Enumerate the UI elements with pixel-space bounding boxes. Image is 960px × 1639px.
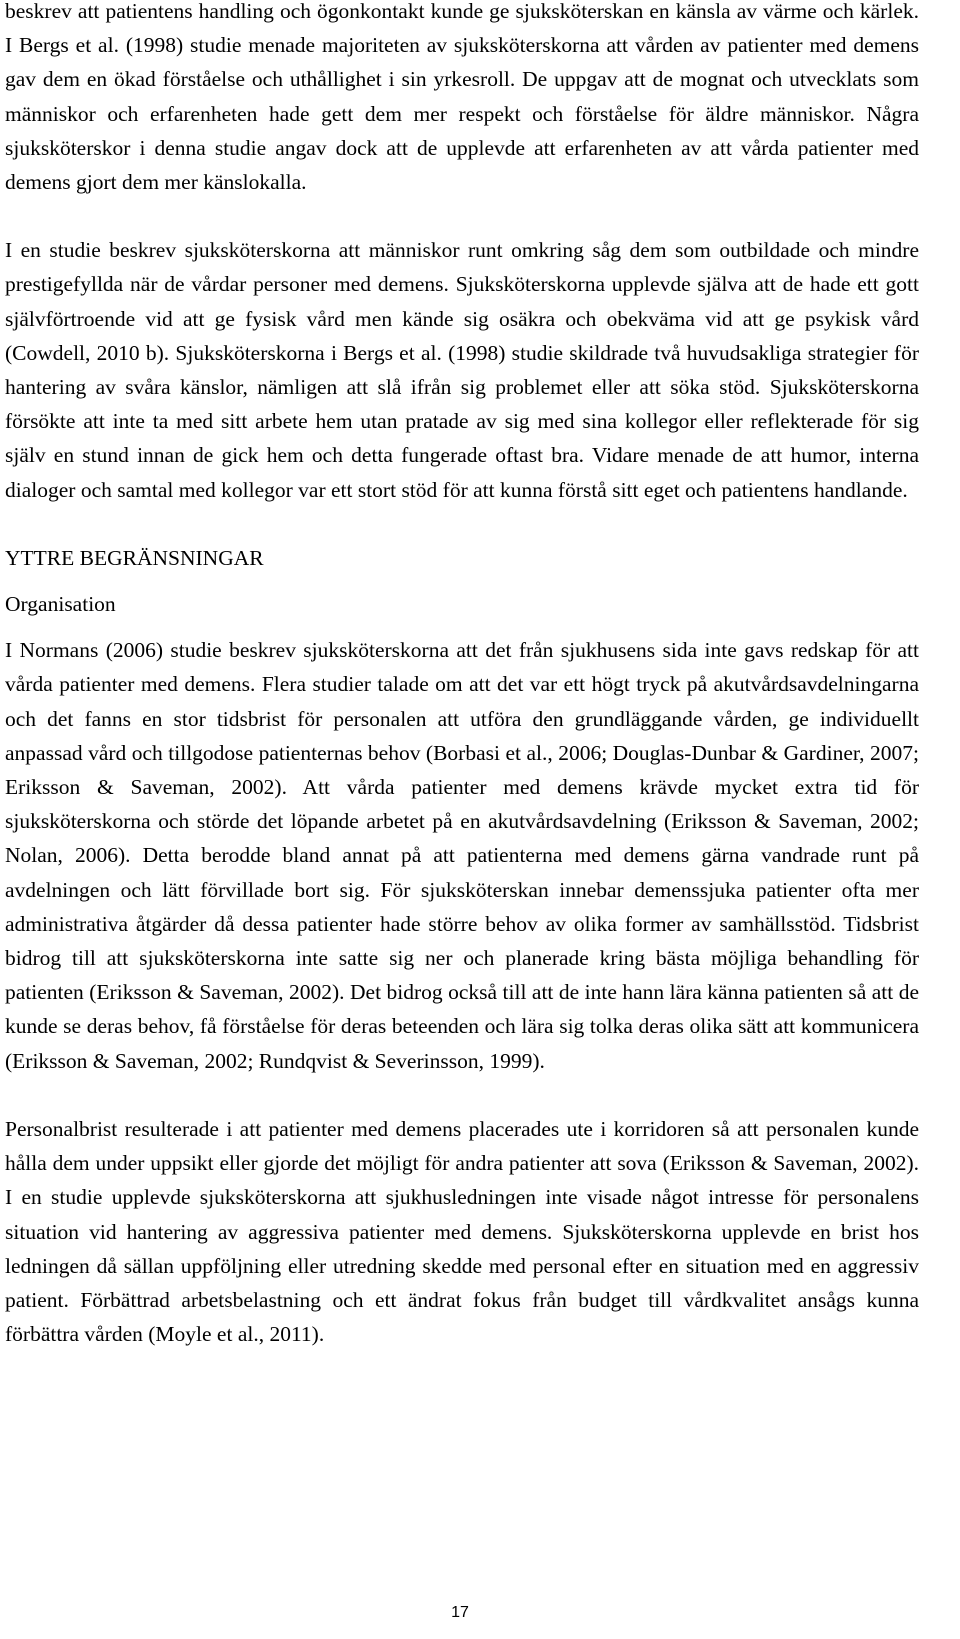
paragraph-organisation-2: Personalbrist resulterade i att patienter med demens placerades ute i korridoren så att personalen kunde hålla dem under uppsikt eller gjorde det möjligt för andra patienter att sova (Eriksson & Saveman, 2002). I en studie upplevde sjuksköterskorna att sjukhusledningen inte visade något intresse för personalens situation vid hantering av aggressiva patienter med demens. Sjuksköterskorna upplevde en brist hos ledningen då sällan uppföljning eller utredning skedde med personal efter en situation med en aggressiv patient. Förbättrad arbetsbelastning och ett ändrat fokus från budget till vårdkvalitet ansågs kunna förbättra vården (Moyle et al., 2011). [5,1116,919,1347]
paragraph-intro-2: I en studie beskrev sjuksköterskorna att människor runt omkring såg dem som outbildade och mindre prestigefyllda när de vårdar personer med demens. Sjuksköterskorna upplevde själva att de hade ett gott självförtroende vid att ge fysisk vård men kände sig osäkra och obekväma vid att ge psykisk vård (Cowdell, 2010 b). Sjuksköterskorna i Bergs et al. (1998) studie skildrade två huvudsakliga strategier för hantering av svåra känslor, nämligen att slå ifrån sig problemet eller att söka stöd. Sjuksköterskorna försökte att inte ta med sitt arbete hem utan pratade av sig med sina kollegor eller reflekterade för sig själv en stund innan de gick hem och detta fungerade oftast bra. Vidare menade de att humor, interna dialoger och samtal med kollegor var ett stort stöd för att kunna förstå sitt eget och patientens handlande. [5,238,919,502]
paragraph-organisation-1: I Normans (2006) studie beskrev sjuksköterskorna att det från sjukhusens sida inte gavs redskap för att vårda patienter med demens. Flera studier talade om att det var ett högt tryck på akutvårdsavdelningarna och det fanns en stor tidsbrist för personalen att utföra den grundläggande vården, ge individuellt anpassad vård och tillgodose patienternas behov (Borbasi et al., 2006; Douglas-Dunbar & Gardiner, 2007; Eriksson & Saveman, 2002). Att vårda patienter med demens krävde mycket extra tid för sjuksköterskorna och störde det löpande arbetet på en akutvårdsavdelning (Eriksson & Saveman, 2002; Nolan, 2006). Detta berodde bland annat på att patienterna med demens gärna vandrade runt på avdelningen och lätt förvillade bort sig. För sjuksköterskan innebar demenssjuka patienter ofta mer administrativa åtgärder då dessa patienter hade större behov av olika former av samhällsstöd. Tidsbrist bidrog till att sjuksköterskorna inte satte sig ner och planerade kring bästa möjliga behandling för patienten (Eriksson & Saveman, 2002). Det bidrog också till att de inte hann lära känna patienten så att de kunde se deras behov, få förståelse för deras beteenden och lära sig tolka deras olika sätt att kommunicera (Eriksson & Saveman, 2002; Rundqvist & Severinsson, 1999). [5,638,919,1073]
document-page [5,0,919,1351]
subsection-heading: Organisation [5,592,116,617]
section-heading: YTTRE BEGRÄNSNINGAR [5,545,264,570]
page-number: 17 [451,1604,469,1621]
paragraph-intro-1: beskrev att patientens handling och ögonkontakt kunde ge sjuksköterskan en känsla av värme och kärlek. I Bergs et al. (1998) studie menade majoriteten av sjuksköterskorna att vården av patienter med demens gav dem en ökad förståelse och uthållighet i sin yrkesroll. De uppgav att de mognat och utvecklats som människor och erfarenheten hade gett dem mer respekt och förståelse för äldre människor. Några sjuksköterskor i denna studie angav dock att de upplevde att erfarenheten av att vårda patienter med demens gjort dem mer känslokalla. [5,0,919,195]
